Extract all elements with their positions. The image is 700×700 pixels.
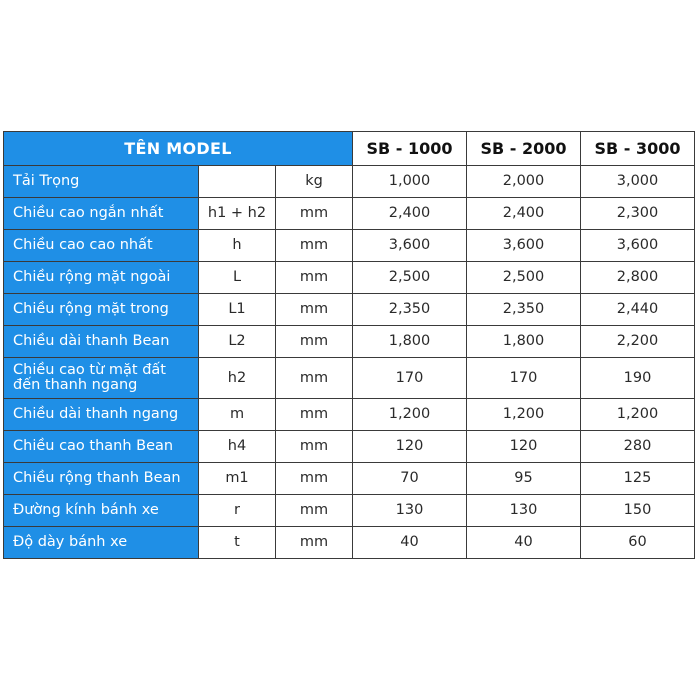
- row-symbol: m: [199, 399, 276, 431]
- row-value-sb-1000: 2,400: [353, 198, 467, 230]
- table-row: [4, 495, 695, 527]
- row-label: [4, 358, 199, 399]
- row-value-sb-1000: 1,000: [353, 166, 467, 198]
- table-row: [4, 262, 695, 294]
- row-label: [4, 399, 199, 431]
- row-label: [4, 326, 199, 358]
- row-symbol: t: [199, 527, 276, 559]
- table-row: [4, 294, 695, 326]
- row-value-sb-2000: 170: [467, 358, 581, 399]
- row-value-sb-3000: 2,200: [581, 326, 695, 358]
- row-value-sb-3000: 3,600: [581, 230, 695, 262]
- row-label-text: Chiều dài thanh Bean: [13, 333, 170, 349]
- row-label: [4, 198, 199, 230]
- model-header-sb-3000: SB - 3000: [581, 132, 695, 166]
- row-value-sb-1000: 3,600: [353, 230, 467, 262]
- row-symbol: h1 + h2: [199, 198, 276, 230]
- row-label-text: Chiều cao từ mặt đất: [13, 362, 166, 378]
- row-symbol: L1: [199, 294, 276, 326]
- header-row: [4, 132, 695, 166]
- row-symbol: h4: [199, 431, 276, 463]
- row-value-sb-2000: 95: [467, 463, 581, 495]
- row-label: [4, 294, 199, 326]
- row-label: [4, 431, 199, 463]
- row-unit: mm: [276, 399, 353, 431]
- row-unit: mm: [276, 294, 353, 326]
- row-value-sb-2000: 2,400: [467, 198, 581, 230]
- row-value-sb-3000: 1,200: [581, 399, 695, 431]
- row-value-sb-2000: 40: [467, 527, 581, 559]
- model-header-sb-2000: SB - 2000: [467, 132, 581, 166]
- spec-table-container: [3, 131, 694, 559]
- table-row: [4, 166, 695, 198]
- row-value-sb-2000: 120: [467, 431, 581, 463]
- row-value-sb-3000: 2,300: [581, 198, 695, 230]
- table-row: [4, 527, 695, 559]
- row-symbol: [199, 166, 276, 198]
- row-unit: kg: [276, 166, 353, 198]
- table-row: [4, 326, 695, 358]
- row-value-sb-1000: 1,800: [353, 326, 467, 358]
- row-value-sb-3000: 3,000: [581, 166, 695, 198]
- row-label: [4, 262, 199, 294]
- row-value-sb-3000: 60: [581, 527, 695, 559]
- row-value-sb-1000: 2,500: [353, 262, 467, 294]
- row-unit: mm: [276, 431, 353, 463]
- table-row: [4, 358, 695, 399]
- row-label-text: Chiều rộng thanh Bean: [13, 470, 181, 486]
- row-value-sb-1000: 170: [353, 358, 467, 399]
- row-label-text: Chiều cao cao nhất: [13, 237, 153, 253]
- row-label-text-line2: đến thanh ngang: [13, 377, 138, 393]
- row-unit: mm: [276, 495, 353, 527]
- row-unit: mm: [276, 198, 353, 230]
- row-symbol: L2: [199, 326, 276, 358]
- row-label-text: Tải Trọng: [13, 173, 80, 189]
- row-value-sb-3000: 2,800: [581, 262, 695, 294]
- table-row: [4, 463, 695, 495]
- row-unit: mm: [276, 262, 353, 294]
- row-value-sb-1000: 70: [353, 463, 467, 495]
- row-value-sb-2000: 1,800: [467, 326, 581, 358]
- row-value-sb-3000: 150: [581, 495, 695, 527]
- row-unit: mm: [276, 527, 353, 559]
- row-symbol: h: [199, 230, 276, 262]
- row-value-sb-3000: 280: [581, 431, 695, 463]
- row-value-sb-2000: 1,200: [467, 399, 581, 431]
- row-label-text: Đường kính bánh xe: [13, 502, 159, 518]
- model-header-sb-1000: SB - 1000: [353, 132, 467, 166]
- row-value-sb-1000: 40: [353, 527, 467, 559]
- row-label: [4, 463, 199, 495]
- row-label: [4, 495, 199, 527]
- spec-table-body: [4, 166, 695, 559]
- table-row: [4, 198, 695, 230]
- row-unit: mm: [276, 326, 353, 358]
- row-label-text: Chiều dài thanh ngang: [13, 406, 179, 422]
- row-symbol: L: [199, 262, 276, 294]
- row-label-text: Chiều cao ngắn nhất: [13, 205, 164, 221]
- row-unit: mm: [276, 463, 353, 495]
- row-value-sb-3000: 190: [581, 358, 695, 399]
- row-value-sb-2000: 3,600: [467, 230, 581, 262]
- row-value-sb-1000: 120: [353, 431, 467, 463]
- row-value-sb-2000: 2,350: [467, 294, 581, 326]
- row-label-text: Chiều cao thanh Bean: [13, 438, 174, 454]
- row-label-text: Chiều rộng mặt ngoài: [13, 269, 171, 285]
- row-label-text: Độ dày bánh xe: [13, 534, 128, 550]
- row-unit: mm: [276, 358, 353, 399]
- row-symbol: m1: [199, 463, 276, 495]
- row-label: [4, 527, 199, 559]
- model-name-header: TÊN MODEL: [4, 132, 353, 166]
- row-value-sb-1000: 2,350: [353, 294, 467, 326]
- row-unit: mm: [276, 230, 353, 262]
- row-label: [4, 230, 199, 262]
- table-row: [4, 431, 695, 463]
- row-value-sb-2000: 2,500: [467, 262, 581, 294]
- row-value-sb-3000: 125: [581, 463, 695, 495]
- row-symbol: h2: [199, 358, 276, 399]
- spec-table: [3, 131, 695, 559]
- row-value-sb-1000: 1,200: [353, 399, 467, 431]
- row-label: [4, 166, 199, 198]
- row-label-text: Chiều rộng mặt trong: [13, 301, 169, 317]
- row-value-sb-2000: 130: [467, 495, 581, 527]
- table-row: [4, 230, 695, 262]
- row-value-sb-2000: 2,000: [467, 166, 581, 198]
- table-row: [4, 399, 695, 431]
- row-symbol: r: [199, 495, 276, 527]
- row-value-sb-1000: 130: [353, 495, 467, 527]
- row-value-sb-3000: 2,440: [581, 294, 695, 326]
